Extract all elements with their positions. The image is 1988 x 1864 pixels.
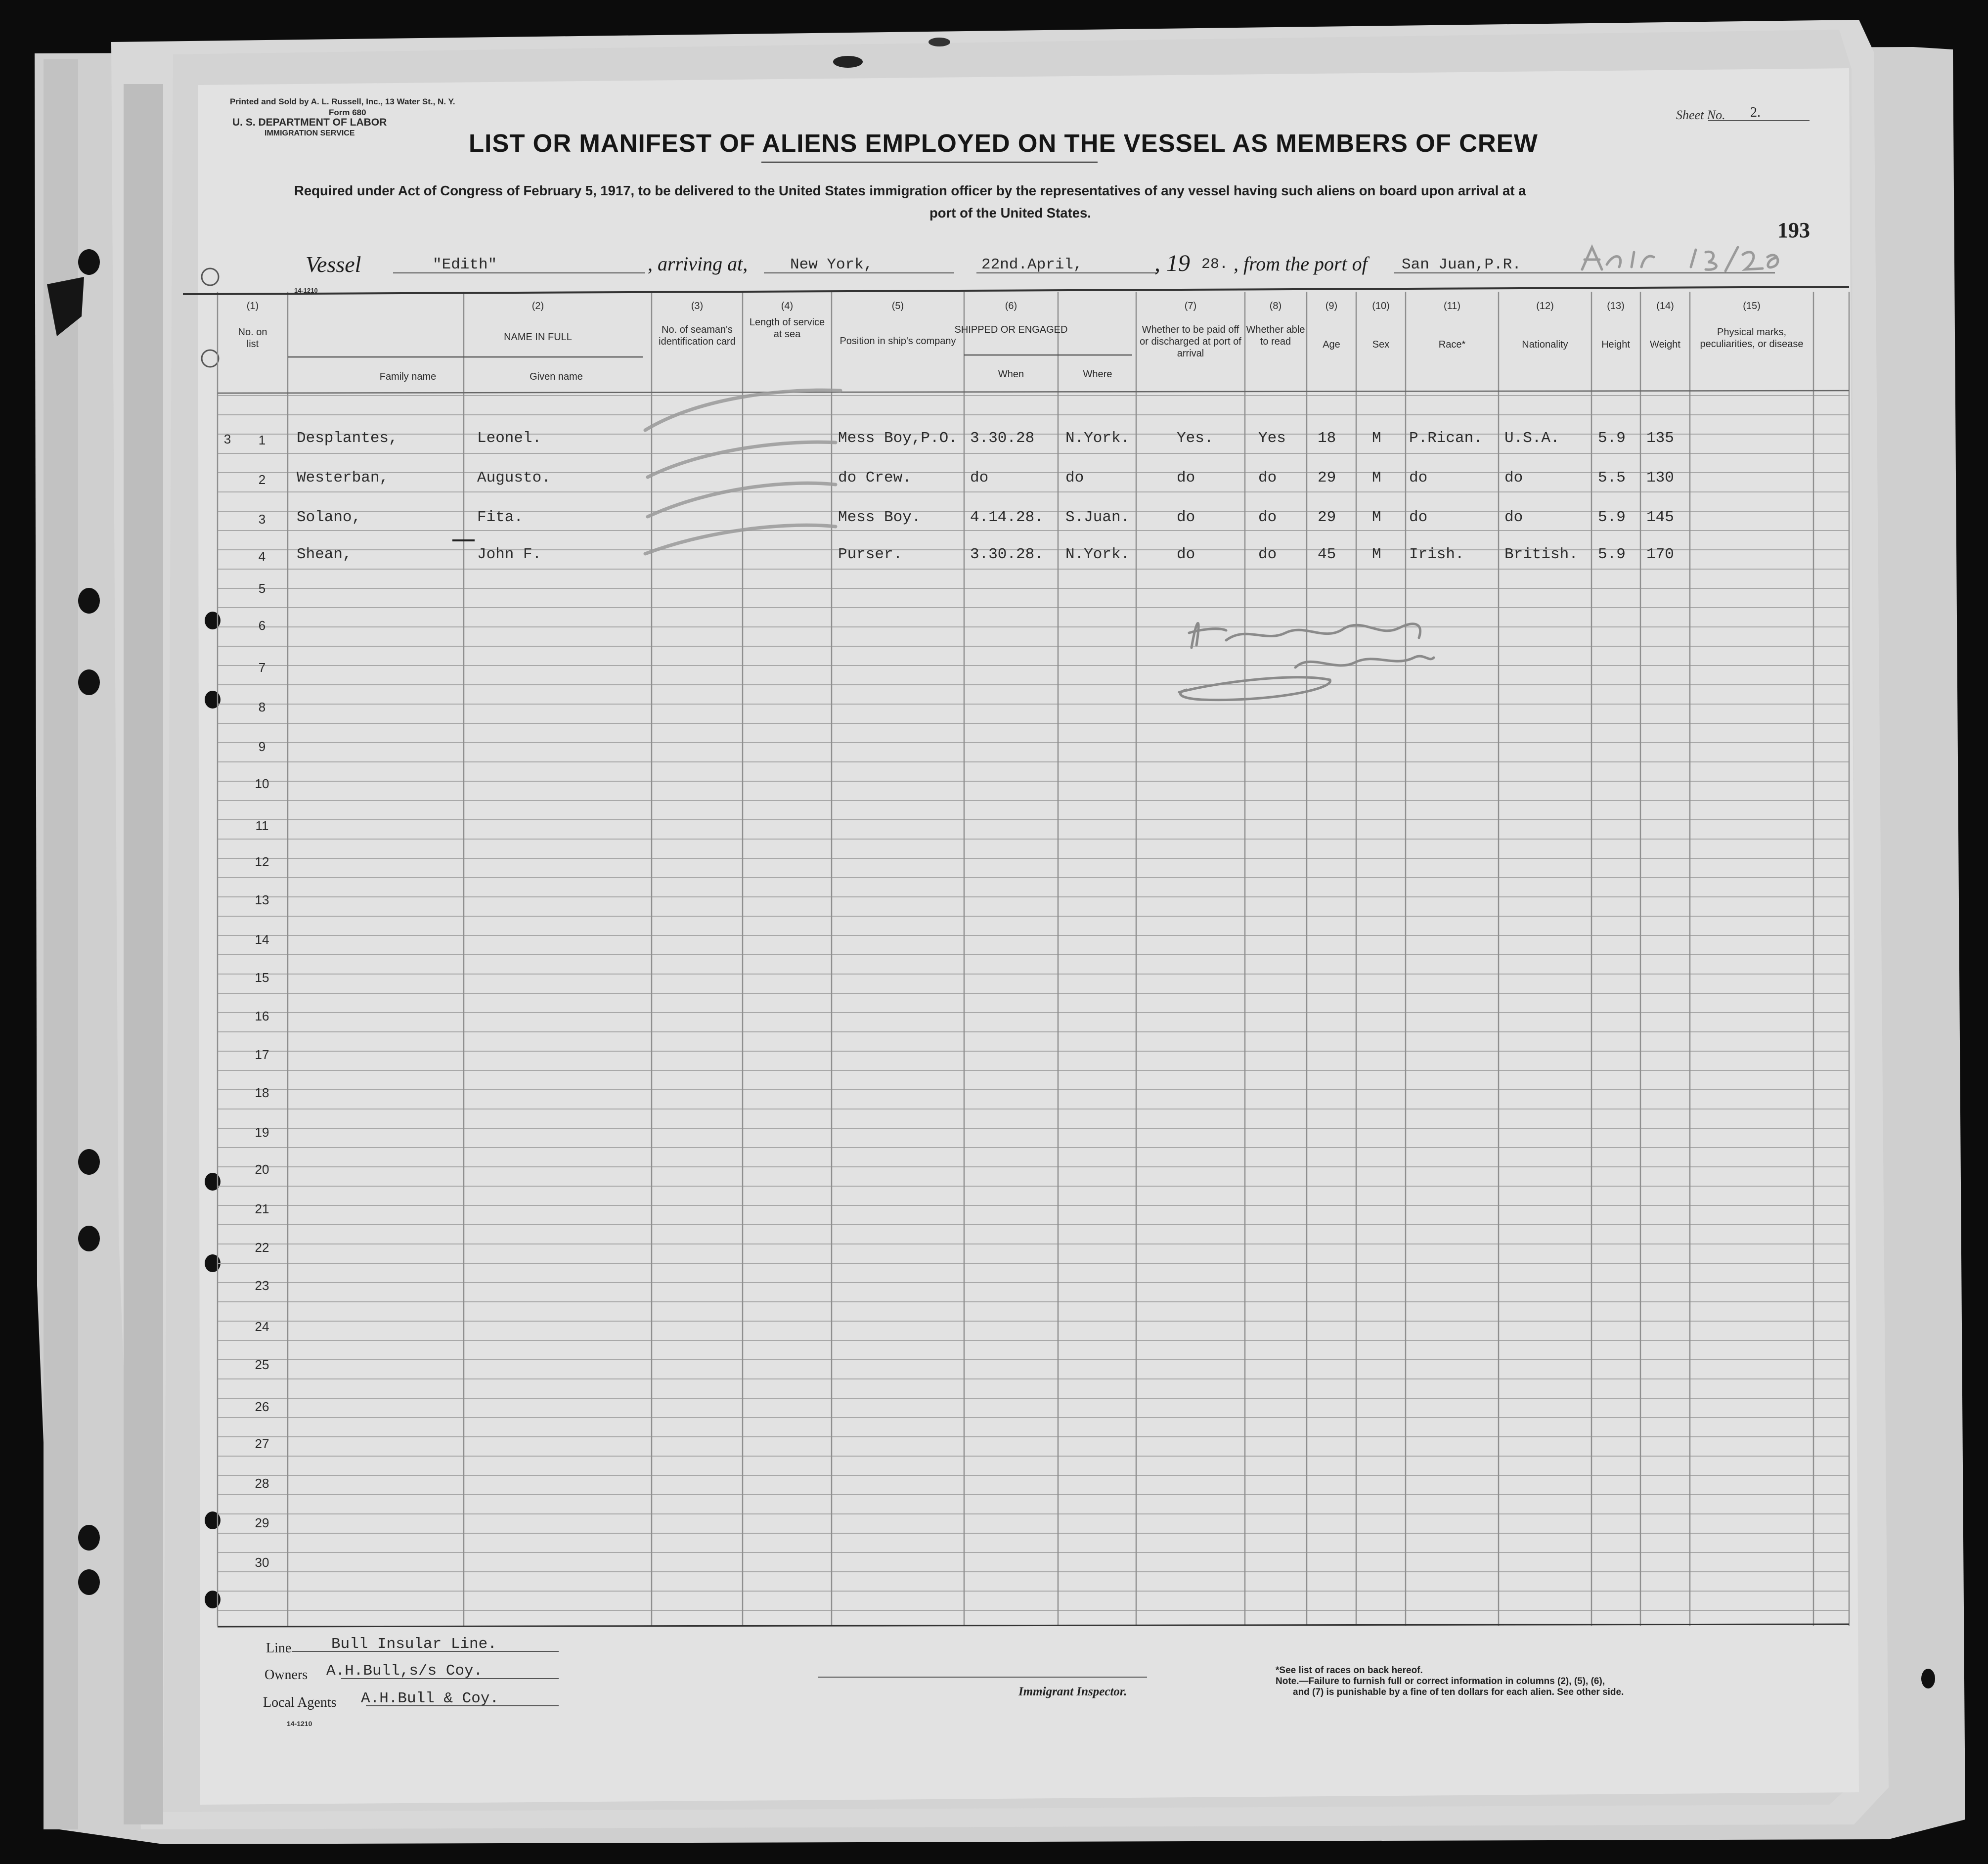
column-number: (13)	[1607, 301, 1625, 311]
column-number: (15)	[1743, 301, 1761, 311]
cell-given: John F.	[477, 546, 542, 563]
column-number: (12)	[1536, 301, 1554, 311]
cell-weight: 130	[1646, 469, 1674, 487]
cell-where: S.Juan.	[1065, 509, 1130, 526]
row-prefix-mark: 3	[223, 432, 231, 446]
vessel-name: "Edith"	[433, 256, 497, 273]
column-number: (3)	[691, 301, 704, 311]
cell-when: 4.14.28.	[970, 509, 1044, 526]
cell-family: Westerban,	[297, 469, 389, 487]
cell-when: 3.30.28.	[970, 546, 1044, 563]
column-header: Sex	[1372, 339, 1390, 350]
row-number: 4	[258, 549, 266, 564]
cell-paid: do	[1177, 509, 1195, 526]
row-number: 22	[255, 1240, 269, 1255]
arrival-date: 22nd.April,	[981, 256, 1083, 273]
row-number: 9	[258, 739, 266, 754]
row-number: 19	[255, 1125, 269, 1140]
line-label: Line	[266, 1641, 292, 1656]
form-number: Form 680	[329, 108, 366, 117]
column-header: Nationality	[1522, 339, 1568, 350]
year-prefix: , 19	[1154, 250, 1190, 276]
row-number: 5	[258, 581, 266, 596]
column-number: (6)	[1005, 301, 1017, 311]
column-header: Age	[1323, 339, 1340, 350]
cell-nationality: U.S.A.	[1504, 430, 1560, 447]
subheader-family-name: Family name	[379, 371, 437, 382]
column-number: (5)	[891, 301, 904, 311]
cell-nationality: do	[1504, 469, 1523, 487]
cell-race: Irish.	[1409, 546, 1464, 563]
row-number: 28	[255, 1476, 269, 1491]
cell-given: Fita.	[477, 509, 524, 526]
row-number: 1	[258, 433, 266, 447]
column-header: Physical marks, peculiarities, or disease	[1700, 327, 1804, 350]
row-number: 2	[258, 472, 266, 487]
column-number: (2)	[531, 301, 544, 311]
arriving-label: , arriving at,	[648, 253, 748, 275]
cell-weight: 135	[1646, 430, 1674, 447]
row-number: 10	[255, 776, 269, 791]
vessel-label: Vessel	[306, 252, 361, 277]
column-header: Whether to be paid off or discharged at port of arrival	[1140, 324, 1241, 359]
cell-read: do	[1258, 509, 1277, 526]
column-header: Height	[1601, 339, 1630, 350]
cell-weight: 170	[1646, 546, 1674, 563]
sheet-number: 2.	[1750, 105, 1761, 120]
owners-label: Owners	[265, 1667, 308, 1683]
sheet-label: Sheet No.	[1676, 108, 1725, 122]
service-name: IMMIGRATION SERVICE	[265, 129, 355, 137]
cell-given: Leonel.	[477, 430, 542, 447]
subtitle-line-2: port of the United States.	[929, 205, 1091, 221]
column-header: No. of seaman's identification card	[659, 324, 736, 347]
column-header: Length of service at sea	[749, 317, 825, 340]
cell-where: do	[1065, 469, 1084, 487]
row-number: 6	[258, 618, 266, 633]
cell-height: 5.9	[1598, 509, 1626, 526]
column-number: (11)	[1443, 301, 1461, 311]
row-number: 12	[255, 854, 269, 869]
cell-race: do	[1409, 509, 1428, 526]
inspector-label: Immigrant Inspector.	[1018, 1685, 1127, 1698]
penalty-note-2: and (7) is punishable by a fine of ten dollars for each alien. See other side.	[1293, 1687, 1624, 1697]
cell-paid: do	[1177, 546, 1195, 563]
column-header: Whether able to read	[1246, 324, 1305, 347]
cell-read: Yes	[1258, 430, 1286, 447]
stamp-number: 193	[1777, 218, 1810, 242]
row-number: 11	[255, 818, 269, 833]
cell-height: 5.9	[1598, 546, 1626, 563]
row-number: 8	[258, 700, 266, 714]
cell-nationality: do	[1504, 509, 1523, 526]
row-number: 7	[258, 660, 266, 675]
cell-family: Solano,	[297, 509, 361, 526]
cell-height: 5.5	[1598, 469, 1626, 487]
cell-where: N.York.	[1065, 546, 1130, 563]
column-header: NAME IN FULL	[504, 332, 572, 343]
column-header: Position in ship's company	[839, 336, 956, 347]
year-suffix: 28.	[1201, 256, 1229, 273]
row-number: 30	[255, 1555, 269, 1570]
printer-credit: Printed and Sold by A. L. Russell, Inc., 13 Water St., N. Y.	[230, 97, 455, 106]
row-number: 15	[255, 970, 269, 985]
row-number: 29	[255, 1515, 269, 1530]
column-number: (1)	[246, 301, 259, 311]
row-number: 23	[255, 1278, 269, 1293]
subtitle-line-1: Required under Act of Congress of February 5, 1917, to be delivered to the United States immigration officer by the representatives of any vessel having such aliens on board upon arrival at a	[294, 183, 1526, 198]
cell-position: Purser.	[838, 546, 903, 563]
footer-form-code: 14-1210	[287, 1720, 312, 1728]
column-number: (10)	[1372, 301, 1390, 311]
column-number: (14)	[1656, 301, 1674, 311]
cell-sex: M	[1372, 509, 1381, 526]
row-number: 3	[258, 512, 266, 527]
cell-sex: M	[1372, 546, 1381, 563]
departure-port: San Juan,P.R.	[1402, 256, 1521, 273]
cell-race: do	[1409, 469, 1428, 487]
cell-paid: Yes.	[1177, 430, 1214, 447]
row-number: 13	[255, 892, 269, 907]
column-header: SHIPPED OR ENGAGED	[954, 324, 1068, 335]
column-header: Weight	[1650, 339, 1680, 350]
arrival-port: New York,	[790, 256, 873, 273]
row-number: 27	[255, 1436, 269, 1451]
row-number: 24	[255, 1319, 269, 1334]
cell-read: do	[1258, 469, 1277, 487]
cell-sex: M	[1372, 469, 1381, 487]
cell-where: N.York.	[1065, 430, 1130, 447]
subheader-given-name: Given name	[530, 371, 583, 382]
column-number: (9)	[1325, 301, 1338, 311]
local-agents-value: A.H.Bull & Coy.	[361, 1690, 499, 1707]
penalty-note-1: Note.—Failure to furnish full or correct information in columns (2), (5), (6),	[1276, 1676, 1605, 1686]
cell-age: 29	[1318, 509, 1336, 526]
form-code: 14-1210	[294, 287, 318, 294]
cell-position: do Crew.	[838, 469, 912, 487]
column-number: (7)	[1184, 301, 1197, 311]
column-number: (4)	[781, 301, 794, 311]
cell-family: Shean,	[297, 546, 352, 563]
local-agents-label: Local Agents	[263, 1695, 337, 1710]
row-number: 17	[255, 1047, 269, 1062]
row-number: 20	[255, 1162, 269, 1177]
cell-paid: do	[1177, 469, 1195, 487]
from-port-label: , from the port of	[1234, 253, 1368, 275]
owners-value: A.H.Bull,s/s Coy.	[326, 1662, 483, 1680]
cell-position: Mess Boy,P.O.	[838, 430, 958, 447]
page-title: LIST OR MANIFEST OF ALIENS EMPLOYED ON THE VESSEL AS MEMBERS OF CREW	[469, 129, 1538, 157]
row-number: 16	[255, 1009, 269, 1023]
line-value: Bull Insular Line.	[331, 1636, 497, 1653]
row-number: 26	[255, 1399, 269, 1414]
cell-height: 5.9	[1598, 430, 1626, 447]
cell-age: 18	[1318, 430, 1336, 447]
cell-when: do	[970, 469, 989, 487]
row-number: 25	[255, 1357, 269, 1372]
cell-weight: 145	[1646, 509, 1674, 526]
cell-given: Augusto.	[477, 469, 551, 487]
subheader-when: When	[998, 369, 1024, 380]
cell-age: 45	[1318, 546, 1336, 563]
row-number: 21	[255, 1201, 269, 1216]
races-note: *See list of races on back hereof.	[1276, 1665, 1423, 1676]
row-number: 14	[255, 932, 269, 947]
cell-age: 29	[1318, 469, 1336, 487]
cell-race: P.Rican.	[1409, 430, 1483, 447]
column-header: Race*	[1438, 339, 1466, 350]
cell-family: Desplantes,	[297, 430, 398, 447]
department-name: U. S. DEPARTMENT OF LABOR	[232, 117, 387, 128]
cell-position: Mess Boy.	[838, 509, 921, 526]
subheader-where: Where	[1083, 369, 1112, 380]
cell-sex: M	[1372, 430, 1381, 447]
column-header: No. on list	[238, 327, 267, 350]
row-number: 18	[255, 1085, 269, 1100]
column-number: (8)	[1269, 301, 1282, 311]
cell-nationality: British.	[1504, 546, 1578, 563]
cell-when: 3.30.28	[970, 430, 1035, 447]
cell-read: do	[1258, 546, 1277, 563]
